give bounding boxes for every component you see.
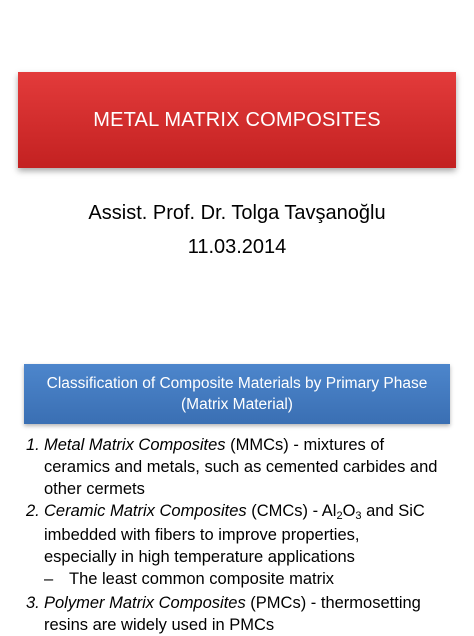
item-line: especially in high temperature applications [44, 548, 355, 566]
item-number: 2. [26, 502, 40, 520]
item-line: imbedded with fibers to improve properties, [44, 526, 360, 544]
item-line [44, 434, 464, 456]
author-line: Assist. Prof. Dr. Tolga Tavşanoğlu [88, 202, 386, 224]
item-line [44, 500, 464, 524]
heading-line-2: (Matrix Material) [181, 396, 293, 413]
item-line: other cermets [44, 480, 145, 498]
dash-bullet-icon: – [44, 570, 54, 588]
slide-title: METAL MATRIX COMPOSITES [93, 108, 381, 131]
item-term: Ceramic Matrix Composites [44, 502, 247, 520]
heading-line-1: Classification of Composite Materials by Primary Phase [46, 375, 428, 392]
title-slide [0, 0, 474, 300]
item-line: ceramics and metals, such as cemented carbides and [44, 458, 438, 476]
item-text: (PMCs) - thermosetting [245, 594, 421, 612]
sub-bullet-text: The least common composite matrix [69, 570, 335, 588]
item-body [44, 434, 464, 500]
date-line: 11.03.2014 [187, 236, 287, 258]
item-text: (MMCs) - mixtures of [225, 436, 385, 454]
item-text: O [342, 502, 356, 520]
heading-banner [24, 364, 450, 424]
item-text: and SiC [361, 502, 425, 520]
subscript: 3 [355, 510, 362, 522]
title-banner [18, 72, 456, 168]
item-body [44, 592, 464, 636]
slide-divider [0, 300, 474, 332]
item-number: 3. [26, 594, 40, 612]
item-term: Metal Matrix Composites [44, 436, 226, 454]
item-number: 1. [26, 436, 40, 454]
item-line [44, 592, 464, 614]
item-body [44, 500, 464, 568]
classification-slide [0, 332, 474, 632]
item-text: (CMCs) - Al [246, 502, 337, 520]
heading-text [47, 373, 428, 415]
item-term: Polymer Matrix Composites [44, 594, 246, 612]
item-line: resins are widely used in PMCs [44, 616, 275, 634]
subscript: 2 [336, 510, 343, 522]
